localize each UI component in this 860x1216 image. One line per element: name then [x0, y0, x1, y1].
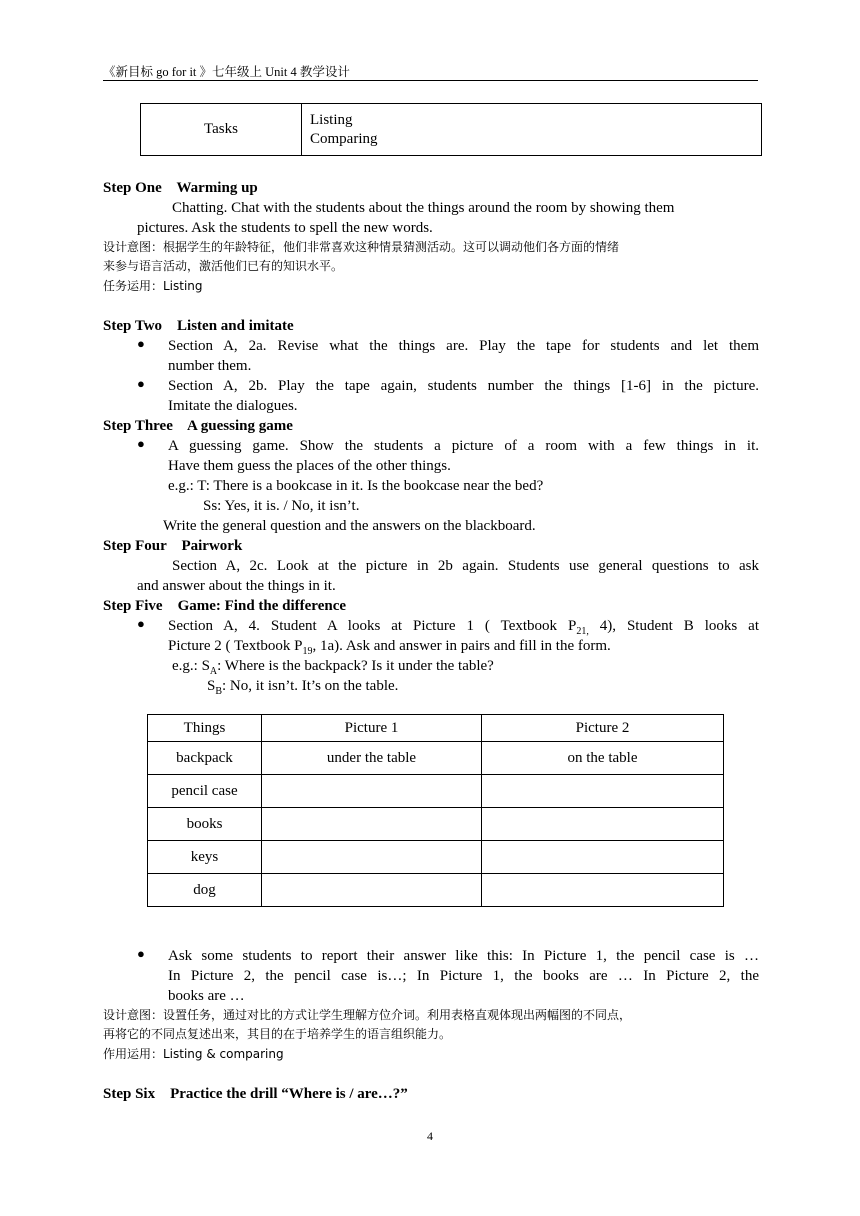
page-number: 4	[427, 1129, 433, 1143]
bullet-text: books are …	[168, 988, 245, 1004]
table-cell: backpack	[148, 742, 262, 775]
task-item: Comparing	[310, 130, 378, 147]
design-intent: 设计意图：根据学生的年龄特征，他们非常喜欢这种情景猜测活动。这可以调动他们各方面的情绪	[103, 240, 620, 254]
table-cell: books	[148, 808, 262, 841]
table-cell	[262, 808, 482, 841]
tasks-table	[140, 103, 762, 156]
step-three-heading: Step Three A guessing game	[103, 418, 293, 434]
table-row	[148, 742, 724, 775]
bullet-text: Ask some students to report their answer like this: In Picture 1, the pencil case is …	[168, 948, 759, 964]
table-cell: on the table	[482, 742, 724, 775]
instruction-line: Write the general question and the answers on the blackboard.	[163, 518, 536, 534]
table-header: Picture 2	[482, 715, 724, 742]
table-cell	[262, 874, 482, 907]
table-cell	[482, 841, 724, 874]
bullet-text: Section A, 2b. Play the tape again, students number the things [1-6] in the picture.	[168, 378, 759, 394]
page-header: 《新目标 go for it 》七年级上 Unit 4 教学设计	[103, 65, 350, 79]
table-cell: under the table	[262, 742, 482, 775]
table-row	[148, 841, 724, 874]
table-cell: keys	[148, 841, 262, 874]
step-one-heading: Step One Warming up	[103, 180, 258, 196]
bullet-icon: ●	[137, 436, 145, 451]
step-two-heading: Step Two Listen and imitate	[103, 318, 294, 334]
header-rule	[103, 80, 758, 81]
table-cell	[482, 775, 724, 808]
tasks-items	[302, 104, 762, 156]
table-row	[148, 808, 724, 841]
step-one-paragraph: pictures. Ask the students to spell the new words.	[137, 220, 433, 236]
tasks-label: Tasks	[141, 104, 302, 156]
table-cell	[262, 841, 482, 874]
table-cell	[482, 808, 724, 841]
example-line: Ss: Yes, it is. / No, it isn’t.	[203, 498, 360, 514]
bullet-text: Picture 2 ( Textbook $P_{19}$, 1a). Ask and answer in pairs and fill in the form.	[168, 638, 611, 657]
bullet-icon: ●	[137, 946, 145, 961]
step-five-heading: Step Five Game: Find the difference	[103, 598, 347, 614]
table-cell: dog	[148, 874, 262, 907]
bullet-icon: ●	[137, 376, 145, 391]
bullet-text: Imitate the dialogues.	[168, 398, 298, 414]
difference-table	[147, 714, 724, 907]
bullet-text: Have them guess the places of the other things.	[168, 458, 451, 474]
table-cell: pencil case	[148, 775, 262, 808]
design-intent: 再将它的不同点复述出来，其目的在于培养学生的语言组织能力。	[103, 1027, 452, 1041]
step-six-heading: Step Six Practice the drill “Where is / are…?”	[103, 1086, 408, 1102]
bullet-icon: ●	[137, 336, 145, 351]
table-cell	[262, 775, 482, 808]
step-one-paragraph: Chatting. Chat with the students about the things around the room by showing them	[172, 200, 675, 216]
bullet-text: In Picture 2, the pencil case is…; In Picture 1, the books are … In Picture 2, the	[168, 968, 759, 984]
bullet-text: number them.	[168, 358, 252, 374]
task-use: 作用运用：Listing & comparing	[103, 1047, 284, 1061]
table-row	[148, 874, 724, 907]
step-four-paragraph: and answer about the things in it.	[137, 578, 336, 594]
table-row	[148, 775, 724, 808]
bullet-text: Section A, 2a. Revise what the things are. Play the tape for students and let them	[168, 338, 759, 354]
example-line: e.g.: T: There is a bookcase in it. Is the bookcase near the bed?	[168, 478, 544, 494]
step-four-paragraph: Section A, 2c. Look at the picture in 2b again. Students use general questions to ask	[172, 558, 759, 574]
example-line: $S_B$: No, it isn’t. It’s on the table.	[207, 678, 399, 697]
design-intent: 设计意图：设置任务，通过对比的方式让学生理解方位介词。利用表格直观体现出两幅图的不同点，	[103, 1008, 632, 1022]
table-header-row	[148, 715, 724, 742]
bullet-text: A guessing game. Show the students a picture of a room with a few things in it.	[168, 438, 759, 454]
table-cell	[482, 874, 724, 907]
bullet-icon: ●	[137, 616, 145, 631]
bullet-text: Section A, 4. Student A looks at Picture 1 ( Textbook $P_{21,}$ 4), Student B looks at	[168, 618, 759, 637]
table-header: Things	[148, 715, 262, 742]
table-header: Picture 1	[262, 715, 482, 742]
step-four-heading: Step Four Pairwork	[103, 538, 243, 554]
task-use: 任务运用：Listing	[103, 279, 203, 293]
design-intent: 来参与语言活动，激活他们已有的知识水平。	[103, 259, 344, 273]
task-item: Listing	[310, 111, 353, 128]
example-line: e.g.: $S_A$: Where is the backpack? Is it under the table?	[172, 658, 494, 677]
